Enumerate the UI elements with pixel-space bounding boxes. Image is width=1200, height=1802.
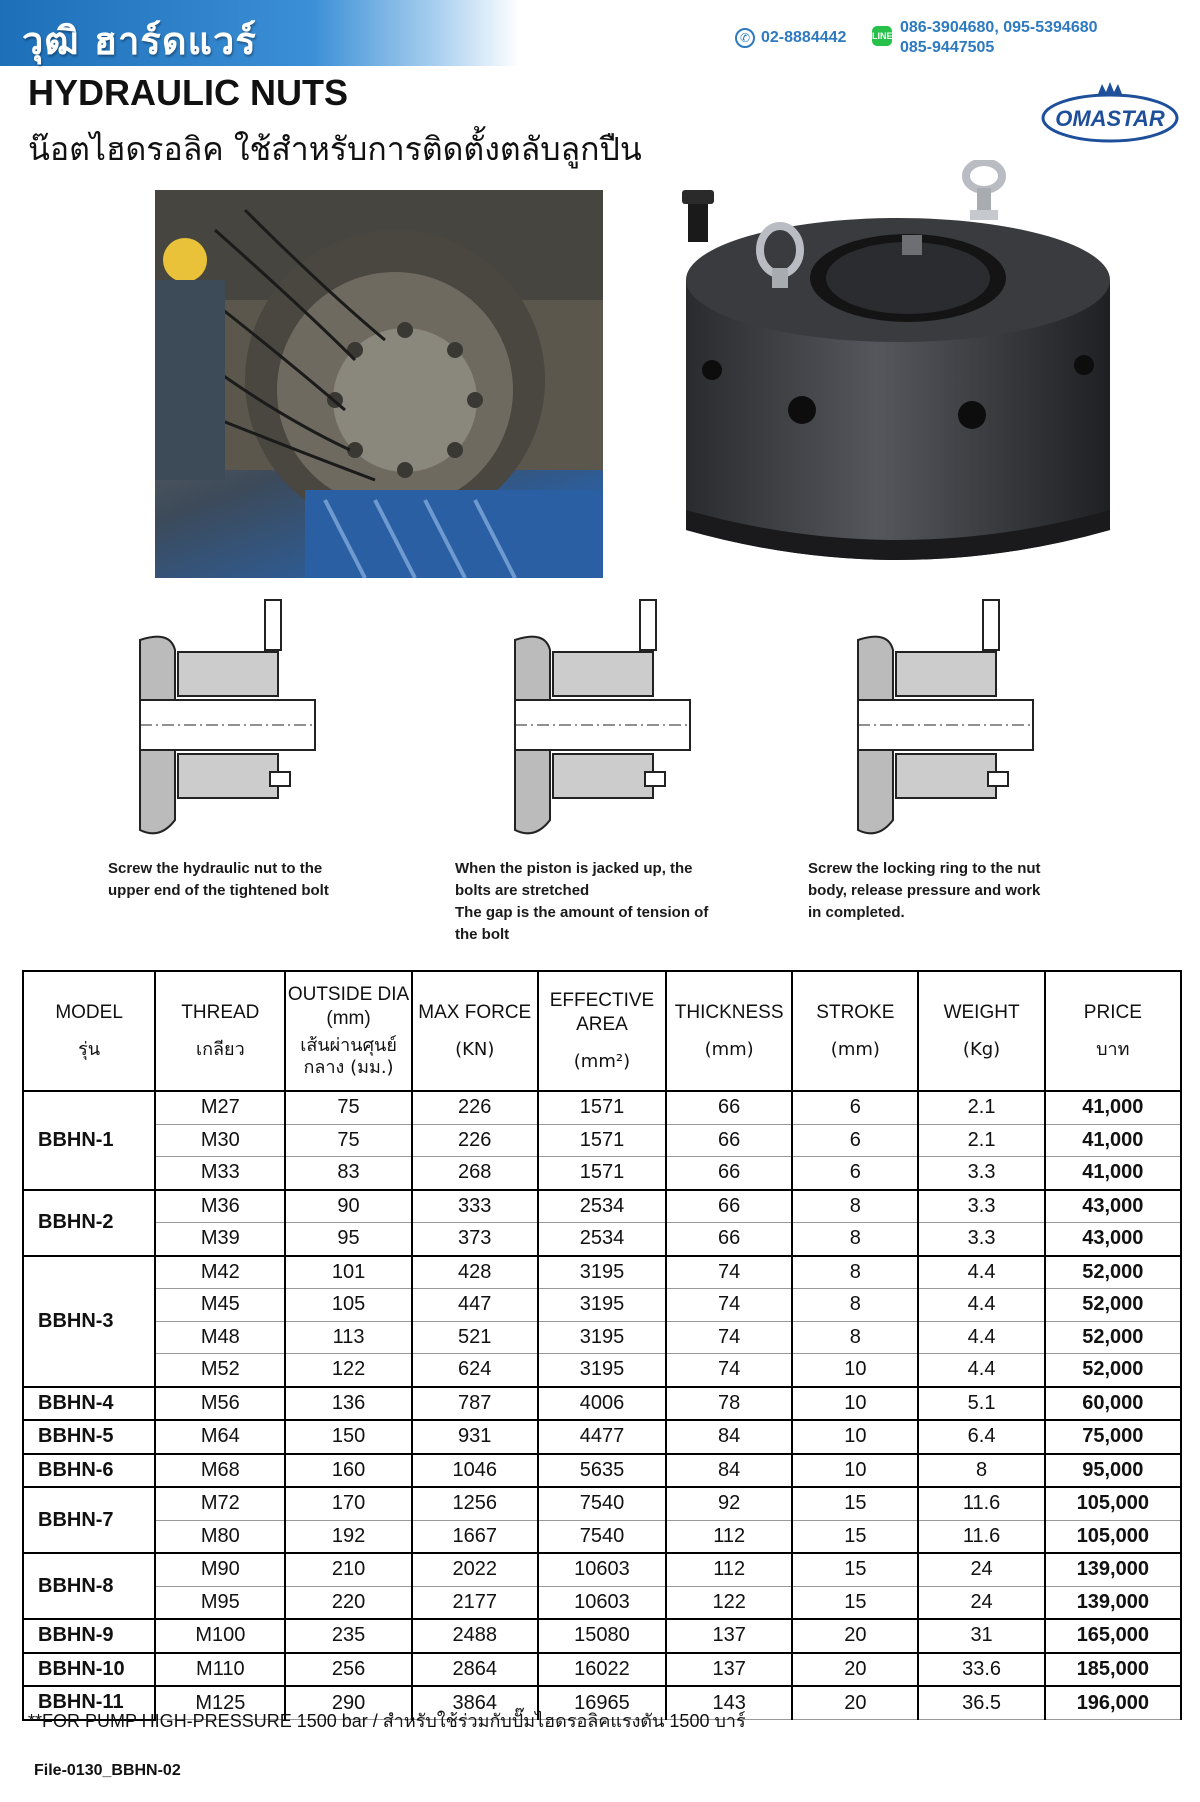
outside-dia-cell: 192	[285, 1520, 411, 1553]
price-cell: 41,000	[1045, 1124, 1181, 1157]
effective-area-cell: 7540	[538, 1520, 666, 1553]
thickness-cell: 66	[666, 1223, 792, 1256]
max-force-cell: 521	[412, 1321, 538, 1354]
thread-cell: M45	[155, 1289, 285, 1322]
mobile-numbers-2: 085-9447505	[900, 39, 995, 56]
thickness-cell: 66	[666, 1091, 792, 1124]
max-force-cell: 3864	[412, 1686, 538, 1720]
installation-photo	[155, 190, 603, 578]
col-thickness: THICKNESS (mm)	[666, 971, 792, 1091]
weight-cell: 6.4	[918, 1420, 1044, 1454]
model-cell: BBHN-11	[23, 1686, 155, 1720]
price-cell: 52,000	[1045, 1289, 1181, 1322]
price-cell: 139,000	[1045, 1553, 1181, 1586]
price-cell: 52,000	[1045, 1321, 1181, 1354]
weight-cell: 4.4	[918, 1354, 1044, 1387]
max-force-cell: 226	[412, 1124, 538, 1157]
installation-diagram-step-2	[505, 590, 705, 850]
thickness-cell: 74	[666, 1321, 792, 1354]
table-row	[23, 1586, 1181, 1619]
price-cell: 75,000	[1045, 1420, 1181, 1454]
thickness-cell: 137	[666, 1619, 792, 1653]
col-thread: THREAD เกลียว	[155, 971, 285, 1091]
effective-area-cell: 3195	[538, 1256, 666, 1289]
effective-area-cell: 15080	[538, 1619, 666, 1653]
weight-cell: 36.5	[918, 1686, 1044, 1720]
table-body	[23, 1091, 1181, 1720]
table-row	[23, 1520, 1181, 1553]
thickness-cell: 66	[666, 1124, 792, 1157]
weight-cell: 4.4	[918, 1289, 1044, 1322]
outside-dia-cell: 105	[285, 1289, 411, 1322]
price-cell: 41,000	[1045, 1157, 1181, 1190]
max-force-cell: 373	[412, 1223, 538, 1256]
outside-dia-cell: 101	[285, 1256, 411, 1289]
thickness-cell: 78	[666, 1387, 792, 1421]
stroke-cell: 20	[792, 1686, 918, 1720]
model-cell: BBHN-5	[23, 1420, 155, 1454]
phone-icon: ✆	[735, 28, 755, 48]
model-cell: BBHN-1	[23, 1091, 155, 1190]
thread-cell: M90	[155, 1553, 285, 1586]
stroke-cell: 6	[792, 1091, 918, 1124]
table-row	[23, 1157, 1181, 1190]
table-row	[23, 1256, 1181, 1289]
thread-cell: M110	[155, 1653, 285, 1687]
outside-dia-cell: 90	[285, 1190, 411, 1223]
phone-contact[interactable]	[735, 28, 846, 48]
effective-area-cell: 16965	[538, 1686, 666, 1720]
thread-cell: M95	[155, 1586, 285, 1619]
table-row	[23, 1223, 1181, 1256]
effective-area-cell: 2534	[538, 1190, 666, 1223]
thickness-cell: 137	[666, 1653, 792, 1687]
logo-text: OMASTAR	[1055, 106, 1165, 131]
stroke-cell: 10	[792, 1420, 918, 1454]
mobile-contact[interactable]	[872, 18, 1098, 58]
thickness-cell: 84	[666, 1420, 792, 1454]
price-cell: 52,000	[1045, 1256, 1181, 1289]
outside-dia-cell: 235	[285, 1619, 411, 1653]
effective-area-cell: 4477	[538, 1420, 666, 1454]
page-title: HYDRAULIC NUTS	[28, 72, 348, 113]
max-force-cell: 1256	[412, 1487, 538, 1520]
max-force-cell: 1046	[412, 1454, 538, 1488]
price-cell: 105,000	[1045, 1487, 1181, 1520]
col-max-force: MAX FORCE (KN)	[412, 971, 538, 1091]
stroke-cell: 15	[792, 1487, 918, 1520]
thickness-cell: 122	[666, 1586, 792, 1619]
table-row	[23, 1487, 1181, 1520]
brand-bar	[0, 0, 520, 66]
installation-diagram-step-3	[848, 590, 1048, 850]
outside-dia-cell: 83	[285, 1157, 411, 1190]
weight-cell: 3.3	[918, 1190, 1044, 1223]
stroke-cell: 8	[792, 1223, 918, 1256]
weight-cell: 24	[918, 1586, 1044, 1619]
thread-cell: M36	[155, 1190, 285, 1223]
model-cell: BBHN-8	[23, 1553, 155, 1619]
weight-cell: 4.4	[918, 1256, 1044, 1289]
weight-cell: 31	[918, 1619, 1044, 1653]
brand-name: วุฒิ ฮาร์ดแวร์	[22, 19, 257, 63]
max-force-cell: 1667	[412, 1520, 538, 1553]
thickness-cell: 66	[666, 1190, 792, 1223]
max-force-cell: 2022	[412, 1553, 538, 1586]
price-cell: 139,000	[1045, 1586, 1181, 1619]
caption-step-1: Screw the hydraulic nut to the upper end of the tightened bolt	[108, 860, 329, 899]
stroke-cell: 8	[792, 1256, 918, 1289]
effective-area-cell: 2534	[538, 1223, 666, 1256]
col-weight: WEIGHT (Kg)	[918, 971, 1044, 1091]
outside-dia-cell: 220	[285, 1586, 411, 1619]
effective-area-cell: 1571	[538, 1091, 666, 1124]
page-subtitle-thai: น๊อตไฮดรอลิค ใช้สำหรับการติดตั้งตลับลูกปืน	[28, 130, 642, 168]
table-row	[23, 1454, 1181, 1488]
stroke-cell: 20	[792, 1653, 918, 1687]
outside-dia-cell: 75	[285, 1124, 411, 1157]
thread-cell: M30	[155, 1124, 285, 1157]
max-force-cell: 268	[412, 1157, 538, 1190]
col-price: PRICE บาท	[1045, 971, 1181, 1091]
thread-cell: M64	[155, 1420, 285, 1454]
stroke-cell: 8	[792, 1190, 918, 1223]
spec-table	[22, 970, 1182, 1721]
max-force-cell: 787	[412, 1387, 538, 1421]
outside-dia-cell: 256	[285, 1653, 411, 1687]
max-force-cell: 931	[412, 1420, 538, 1454]
outside-dia-cell: 160	[285, 1454, 411, 1488]
table-row	[23, 1653, 1181, 1687]
line-icon: LINE	[872, 26, 892, 46]
price-cell: 105,000	[1045, 1520, 1181, 1553]
price-cell: 196,000	[1045, 1686, 1181, 1720]
model-cell: BBHN-10	[23, 1653, 155, 1687]
price-cell: 52,000	[1045, 1354, 1181, 1387]
model-cell: BBHN-9	[23, 1619, 155, 1653]
weight-cell: 11.6	[918, 1487, 1044, 1520]
thickness-cell: 74	[666, 1354, 792, 1387]
thread-cell: M27	[155, 1091, 285, 1124]
omastar-logo	[1040, 80, 1180, 144]
table-row	[23, 1619, 1181, 1653]
model-cell: BBHN-7	[23, 1487, 155, 1553]
effective-area-cell: 10603	[538, 1553, 666, 1586]
weight-cell: 8	[918, 1454, 1044, 1488]
outside-dia-cell: 290	[285, 1686, 411, 1720]
thread-cell: M52	[155, 1354, 285, 1387]
effective-area-cell: 7540	[538, 1487, 666, 1520]
thread-cell: M72	[155, 1487, 285, 1520]
max-force-cell: 2488	[412, 1619, 538, 1653]
effective-area-cell: 1571	[538, 1124, 666, 1157]
outside-dia-cell: 210	[285, 1553, 411, 1586]
weight-cell: 5.1	[918, 1387, 1044, 1421]
max-force-cell: 624	[412, 1354, 538, 1387]
col-effective-area: EFFECTIVE AREA (mm²)	[538, 971, 666, 1091]
max-force-cell: 333	[412, 1190, 538, 1223]
thickness-cell: 112	[666, 1520, 792, 1553]
thread-cell: M68	[155, 1454, 285, 1488]
outside-dia-cell: 113	[285, 1321, 411, 1354]
col-stroke: STROKE (mm)	[792, 971, 918, 1091]
col-outside-dia: OUTSIDE DIA (mm) เส้นผ่านศุนย์ กลาง (มม.)	[285, 971, 411, 1091]
outside-dia-cell: 122	[285, 1354, 411, 1387]
footnote: **FOR PUMP HIGH-PRESSURE 1500 bar / สำหรับใช้ร่วมกับปั๊มไฮดรอลิคแรงดัน 1500 บาร์	[28, 1711, 746, 1731]
effective-area-cell: 4006	[538, 1387, 666, 1421]
thread-cell: M125	[155, 1686, 285, 1720]
table-row	[23, 1420, 1181, 1454]
thickness-cell: 74	[666, 1256, 792, 1289]
weight-cell: 2.1	[918, 1124, 1044, 1157]
price-cell: 95,000	[1045, 1454, 1181, 1488]
thread-cell: M39	[155, 1223, 285, 1256]
stroke-cell: 10	[792, 1454, 918, 1488]
thread-cell: M42	[155, 1256, 285, 1289]
outside-dia-cell: 75	[285, 1091, 411, 1124]
effective-area-cell: 16022	[538, 1653, 666, 1687]
stroke-cell: 20	[792, 1619, 918, 1653]
table-row	[23, 1289, 1181, 1322]
table-row	[23, 1190, 1181, 1223]
effective-area-cell: 3195	[538, 1289, 666, 1322]
table-header-row	[23, 971, 1181, 1091]
stroke-cell: 6	[792, 1124, 918, 1157]
stroke-cell: 10	[792, 1387, 918, 1421]
price-cell: 41,000	[1045, 1091, 1181, 1124]
installation-diagram-step-1	[130, 590, 330, 850]
thickness-cell: 66	[666, 1157, 792, 1190]
weight-cell: 3.3	[918, 1157, 1044, 1190]
weight-cell: 33.6	[918, 1653, 1044, 1687]
thickness-cell: 74	[666, 1289, 792, 1322]
thickness-cell: 143	[666, 1686, 792, 1720]
max-force-cell: 226	[412, 1091, 538, 1124]
effective-area-cell: 5635	[538, 1454, 666, 1488]
weight-cell: 2.1	[918, 1091, 1044, 1124]
outside-dia-cell: 95	[285, 1223, 411, 1256]
outside-dia-cell: 136	[285, 1387, 411, 1421]
effective-area-cell: 10603	[538, 1586, 666, 1619]
outside-dia-cell: 150	[285, 1420, 411, 1454]
max-force-cell: 447	[412, 1289, 538, 1322]
max-force-cell: 2177	[412, 1586, 538, 1619]
phone-number: 02-8884442	[761, 29, 847, 47]
thickness-cell: 112	[666, 1553, 792, 1586]
thickness-cell: 92	[666, 1487, 792, 1520]
model-cell: BBHN-2	[23, 1190, 155, 1256]
table-row	[23, 1354, 1181, 1387]
weight-cell: 3.3	[918, 1223, 1044, 1256]
max-force-cell: 428	[412, 1256, 538, 1289]
effective-area-cell: 3195	[538, 1354, 666, 1387]
weight-cell: 11.6	[918, 1520, 1044, 1553]
weight-cell: 4.4	[918, 1321, 1044, 1354]
caption-step-3: Screw the locking ring to the nut body, release pressure and work in completed.	[808, 860, 1041, 921]
thread-cell: M80	[155, 1520, 285, 1553]
table-row	[23, 1091, 1181, 1124]
table-row	[23, 1321, 1181, 1354]
table-row	[23, 1387, 1181, 1421]
stroke-cell: 15	[792, 1553, 918, 1586]
stroke-cell: 6	[792, 1157, 918, 1190]
thread-cell: M100	[155, 1619, 285, 1653]
model-cell: BBHN-6	[23, 1454, 155, 1488]
weight-cell: 24	[918, 1553, 1044, 1586]
effective-area-cell: 1571	[538, 1157, 666, 1190]
model-cell: BBHN-3	[23, 1256, 155, 1387]
table-row	[23, 1553, 1181, 1586]
caption-step-2: When the piston is jacked up, the bolts are stretched The gap is the amount of tension of the bolt	[455, 860, 709, 943]
max-force-cell: 2864	[412, 1653, 538, 1687]
stroke-cell: 10	[792, 1354, 918, 1387]
thickness-cell: 84	[666, 1454, 792, 1488]
outside-dia-cell: 170	[285, 1487, 411, 1520]
file-id: File-0130_BBHN-02	[34, 1762, 181, 1779]
col-model: MODEL รุ่น	[23, 971, 155, 1091]
thread-cell: M48	[155, 1321, 285, 1354]
mobile-numbers-1: 086-3904680, 095-5394680	[900, 19, 1098, 36]
stroke-cell: 15	[792, 1586, 918, 1619]
price-cell: 185,000	[1045, 1653, 1181, 1687]
price-cell: 43,000	[1045, 1223, 1181, 1256]
model-cell: BBHN-4	[23, 1387, 155, 1421]
stroke-cell: 15	[792, 1520, 918, 1553]
hydraulic-nut-photo	[672, 160, 1124, 578]
stroke-cell: 8	[792, 1289, 918, 1322]
effective-area-cell: 3195	[538, 1321, 666, 1354]
price-cell: 165,000	[1045, 1619, 1181, 1653]
stroke-cell: 8	[792, 1321, 918, 1354]
thread-cell: M33	[155, 1157, 285, 1190]
table-row	[23, 1124, 1181, 1157]
price-cell: 43,000	[1045, 1190, 1181, 1223]
price-cell: 60,000	[1045, 1387, 1181, 1421]
thread-cell: M56	[155, 1387, 285, 1421]
